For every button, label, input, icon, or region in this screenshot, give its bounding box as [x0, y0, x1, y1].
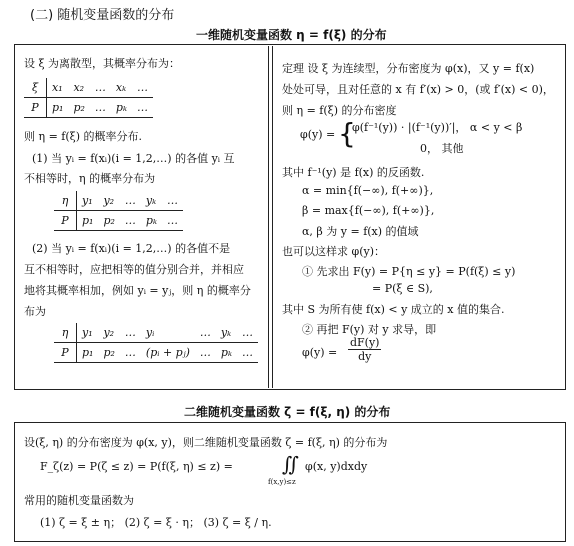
right-line-6: α = min{f(−∞), f(+∞)}, [302, 184, 434, 197]
bottom-line-4: (1) ζ = ξ ± η； (2) ζ = ξ · η； (3) ζ = ξ / η. [40, 516, 272, 529]
table-cell: y₂ [98, 323, 119, 343]
one-dim-title: 一维随机变量函数 η = f(ξ) 的分布 [196, 28, 387, 42]
column-divider [268, 46, 269, 388]
two-dim-title: 二维随机变量函数 ζ = f(ξ, η) 的分布 [184, 405, 391, 419]
double-integral-icon: ∬ [282, 452, 300, 476]
table-cell: (pᵢ + pⱼ) [141, 343, 195, 363]
table-cell: η [54, 323, 77, 343]
table-cell: P [24, 98, 47, 118]
table-cell: … [120, 191, 141, 211]
fraction-denominator: dy [358, 350, 372, 363]
right-line-8: α, β 为 y = f(x) 的值域 [302, 225, 419, 238]
table-cell: yₖ [141, 191, 162, 211]
table-cell: … [237, 323, 258, 343]
brace-icon: { [338, 117, 356, 150]
left-line-1: 设 ξ 为离散型，其概率分布为： [24, 57, 181, 70]
table-xi [24, 78, 153, 118]
derivative-lhs: φ(y) = [302, 346, 338, 359]
left-line-4: 不相等时，η 的概率分布为 [24, 172, 156, 185]
bottom-formula-lhs: F_ζ(z) = P(ζ ≤ z) = P(f(ξ, η) ≤ z) = [40, 460, 233, 473]
table-cell: y₂ [98, 191, 119, 211]
fraction-numerator: dF(y) [350, 336, 380, 349]
right-line-11: = P(ξ ∈ S), [372, 282, 433, 295]
table-cell: p₂ [98, 343, 119, 363]
table-cell: x₁ [47, 78, 69, 98]
table-cell: ξ [24, 78, 47, 98]
table-cell: … [162, 211, 183, 231]
right-line-10: ① 先求出 F(y) = P{η ≤ y} = P(f(ξ) ≤ y) [302, 265, 516, 278]
table-cell: p₁ [77, 211, 99, 231]
table-cell: … [132, 98, 153, 118]
table-cell: … [120, 323, 141, 343]
table-cell: pₖ [111, 98, 132, 118]
table-cell: … [90, 98, 111, 118]
column-divider-2 [272, 46, 273, 388]
left-line-7: 地将其概率相加，例如 yᵢ = yⱼ，则 η 的概率分 [24, 284, 251, 297]
left-line-5: (2) 当 yᵢ = f(xᵢ)(i = 1,2,…) 的各值不是 [32, 242, 231, 255]
table-cell: P [54, 343, 77, 363]
right-line-12: 其中 S 为所有使 f(x) < y 成立的 x 值的集合. [282, 303, 505, 316]
table-eta-1 [54, 191, 183, 231]
table-cell: … [195, 343, 216, 363]
right-line-5: 其中 f⁻¹(y) 是 f(x) 的反函数. [282, 166, 425, 179]
table-cell: p₂ [98, 211, 119, 231]
left-line-3: (1) 当 yᵢ = f(xᵢ)(i = 1,2,…) 的各值 yᵢ 互 [32, 152, 235, 165]
bottom-line-1: 设(ξ, η) 的分布密度为 φ(x, y)，则二维随机变量函数 ζ = f(ξ, η) 的分布为 [24, 436, 388, 449]
table-cell: … [90, 78, 111, 98]
table-cell: y₁ [77, 323, 99, 343]
table-cell: … [132, 78, 153, 98]
integral-domain: f(x,y)≤z [268, 478, 296, 486]
table-cell: p₂ [68, 98, 89, 118]
right-line-1: 定理 设 ξ 为连续型，分布密度为 φ(x)，又 y = f(x) [282, 62, 535, 75]
table-cell: y₁ [77, 191, 99, 211]
table-cell: p₁ [77, 343, 99, 363]
table-cell: p₁ [47, 98, 69, 118]
table-cell: xₖ [111, 78, 132, 98]
density-case-2: 0， 其他 [420, 142, 464, 155]
left-line-8: 布为 [24, 305, 46, 318]
table-cell: pₖ [141, 211, 162, 231]
density-lhs: φ(y) = [300, 128, 336, 141]
table-cell: … [195, 323, 216, 343]
section-title: (二) 随机变量函数的分布 [30, 8, 175, 23]
table-cell: … [120, 343, 141, 363]
right-line-7: β = max{f(−∞), f(+∞)}, [302, 204, 435, 217]
right-line-13: ② 再把 F(y) 对 y 求导，即 [302, 323, 437, 336]
derivative-fraction [348, 336, 381, 363]
density-case-1: φ(f⁻¹(y)) · |(f⁻¹(y))′|， α < y < β [352, 121, 523, 134]
table-cell: … [120, 211, 141, 231]
table-cell: … [237, 343, 258, 363]
table-eta-2 [54, 323, 258, 363]
table-cell: η [54, 191, 77, 211]
left-line-6: 互不相等时，应把相等的值分别合并，并相应 [24, 263, 244, 276]
table-cell: … [162, 191, 183, 211]
left-line-2: 则 η = f(ξ) 的概率分布. [24, 130, 143, 143]
table-cell: x₂ [68, 78, 89, 98]
right-line-2: 处处可导，且对任意的 x 有 f′(x) > 0，(或 f′(x) < 0)， [282, 83, 554, 96]
table-cell: P [54, 211, 77, 231]
table-cell: yᵢ [141, 323, 195, 343]
right-line-9: 也可以这样求 φ(y)： [282, 245, 385, 258]
bottom-line-3: 常用的随机变量函数为 [24, 494, 134, 507]
table-cell: yₖ [216, 323, 237, 343]
table-cell: pₖ [216, 343, 237, 363]
right-line-3: 则 η = f(ξ) 的分布密度 [282, 104, 397, 117]
bottom-formula-rhs: φ(x, y)dxdy [305, 460, 368, 473]
